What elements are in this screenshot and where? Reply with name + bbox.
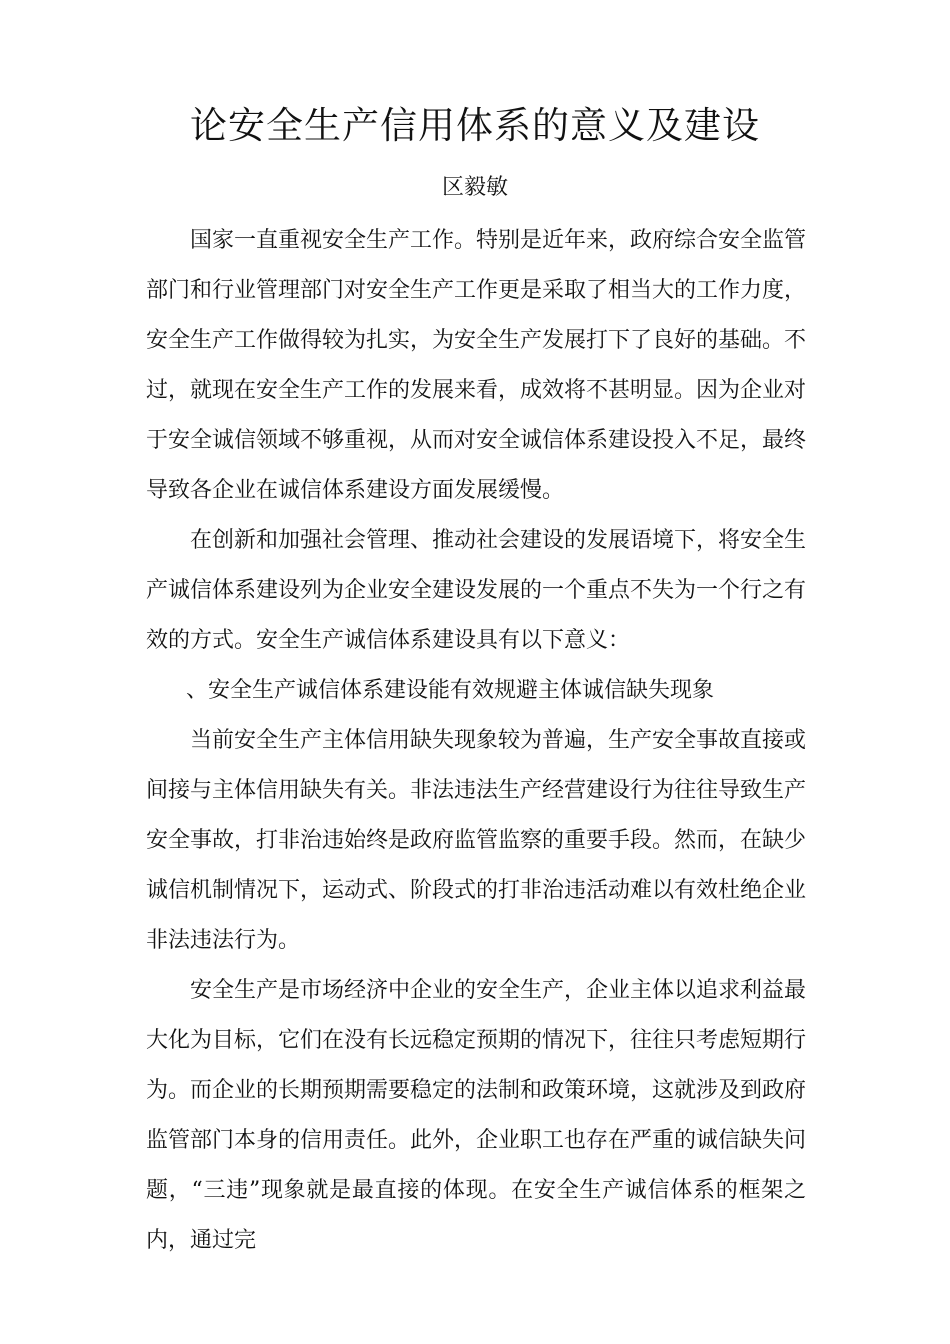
body-paragraph-4: 安全生产是市场经济中企业的安全生产，企业主体以追求利益最大化为目标，它们在没有长远稳定预期的情况下，往往只考虑短期行为。而企业的长期预期需要稳定的法制和政策环境，这就涉及到政府监管部门本身的信用责任。此外，企业职工也存在严重的诚信缺失问题，“三违”现象就是最直接的体现。在安全生产诚信体系的框架之内，通过完 xyxy=(146,978,807,1253)
body-paragraph-3: 当前安全生产主体信用缺失现象较为普遍，生产安全事故直接或间接与主体信用缺失有关。非法违法生产经营建设行为往往导致生产安全事故，打非治违始终是政府监管监察的重要手段。然而，在缺少诚信机制情况下，运动式、阶段式的打非治违活动难以有效杜绝企业非法违法行为。 xyxy=(146,728,807,953)
document-author: 区毅敏 xyxy=(441,175,508,200)
document-title: 论安全生产信用体系的意义及建设 xyxy=(190,104,760,147)
document-body xyxy=(146,216,806,1266)
section-heading-1: 、安全生产诚信体系建设能有效规避主体诚信缺失现象 xyxy=(186,678,715,703)
body-paragraph-1: 国家一直重视安全生产工作。特别是近年来，政府综合安全监管部门和行业管理部门对安全生产工作更是采取了相当大的工作力度，安全生产工作做得较为扎实，为安全生产发展打下了良好的基础。不过，就现在安全生产工作的发展来看，成效将不甚明显。因为企业对于安全诚信领域不够重视，从而对安全诚信体系建设投入不足，最终导致各企业在诚信体系建设方面发展缓慢。 xyxy=(146,228,807,503)
body-paragraph-2: 在创新和加强社会管理、推动社会建设的发展语境下，将安全生产诚信体系建设列为企业安全建设发展的一个重点不失为一个行之有效的方式。安全生产诚信体系建设具有以下意义： xyxy=(146,528,807,653)
